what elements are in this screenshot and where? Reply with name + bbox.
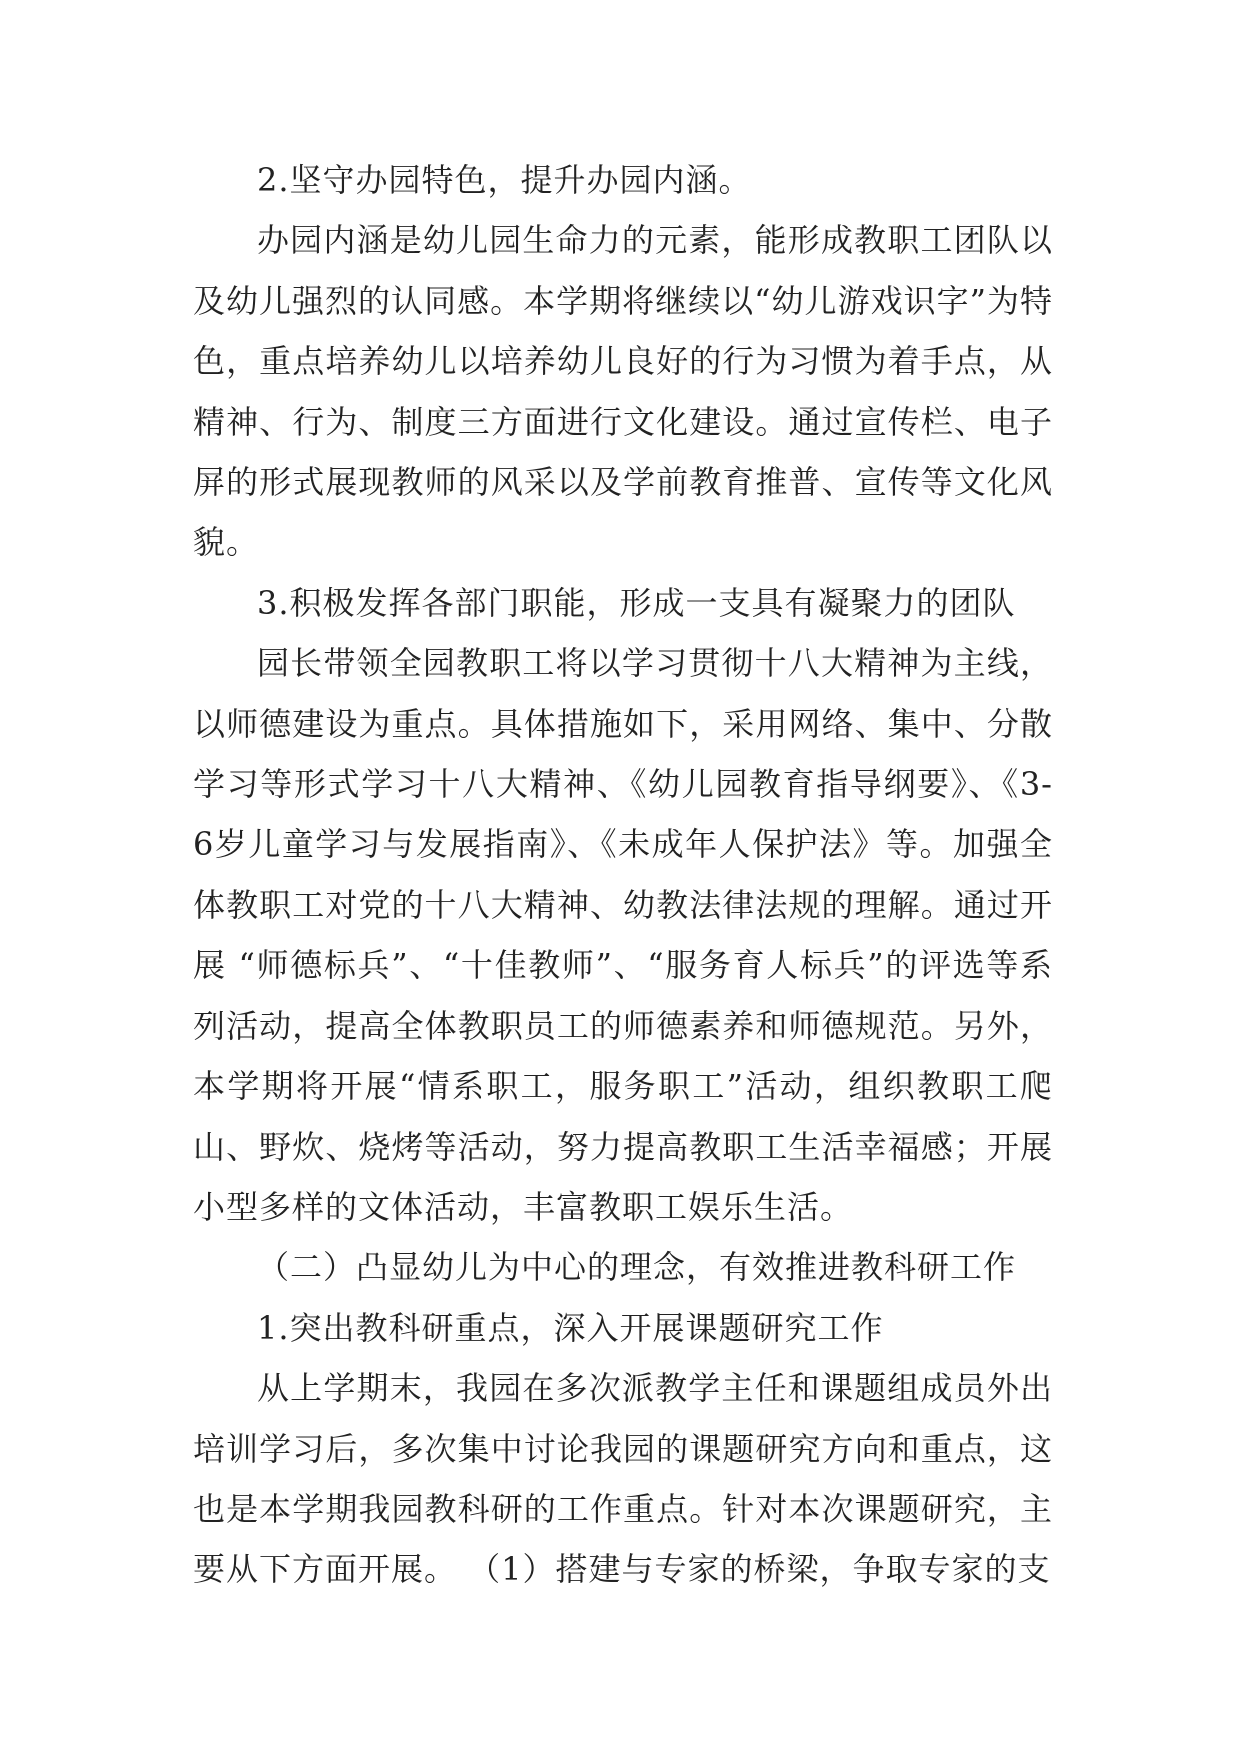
section-heading-research-focus: 1.突出教科研重点，深入开展课题研究工作 <box>257 1308 884 1347</box>
paragraph-school-connotation: 办园内涵是幼儿园生命力的元素，能形成教职工团队以及幼儿强烈的认同感。本学期将继续以“幼儿游戏识字”为特色，重点培养幼儿以培养幼儿良好的行为习惯为着手点，从精神、行为、制度三方面进行文化建设。通过宣传栏、电子屏的形式展现教师的风采以及学前教育推普、宣传等文化风貌。 <box>193 221 1053 562</box>
section-heading-department-functions: 3.积极发挥各部门职能，形成一支具有凝聚力的团队 <box>257 583 1016 622</box>
paragraph-staff-ethics: 园长带领全园教职工将以学习贯彻十八大精神为主线，以师德建设为重点。具体措施如下，采用网络、集中、分散学习等形式学习十八大精神、《幼儿园教育指导纲要》、《3-6岁儿童学习与发展指南》、《未成年人保护法》等。加强全体教职工对党的十八大精神、幼教法律法规的理解。通过开展 “师德标兵”、“十佳教师”、“服务育人标兵”的评选等系列活动，提高全体教职员工的师德素养和师德规范。另外，本学期将开展“情系职工，服务职工”活动，组织教职工爬山、野炊、烧烤等活动，努力提高教职工生活幸福感；开展小型多样的文体活动，丰富教职工娱乐生活。 <box>193 644 1053 1226</box>
document-body <box>193 150 1053 1600</box>
paragraph-research-plan: 从上学期末，我园在多次派教学主任和课题组成员外出培训学习后，多次集中讨论我园的课题研究方向和重点，这也是本学期我园教科研的工作重点。针对本次课题研究，主要从下方面开展。 （1）搭建与专家的桥梁，争取专家的支 <box>193 1369 1053 1589</box>
section-heading-school-characteristics: 2.坚守办园特色，提升办园内涵。 <box>257 161 752 199</box>
section-heading-research-work: （二）凸显幼儿为中心的理念，有效推进教科研工作 <box>257 1248 1017 1287</box>
